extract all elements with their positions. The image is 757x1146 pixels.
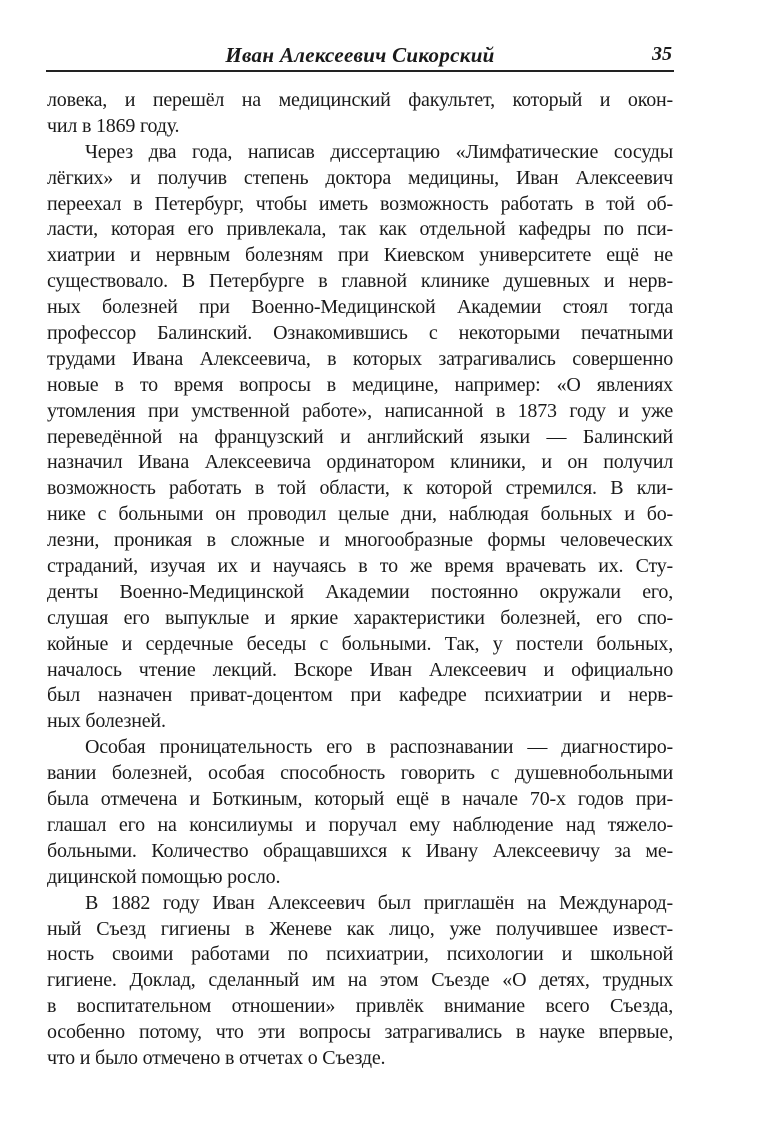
running-header [46, 40, 674, 72]
text-line: новые в то время вопросы в медицине, например: «О явлениях [47, 373, 673, 396]
text-line: возможность работать в той области, к которой стремился. В кли- [47, 477, 673, 500]
text-line: была отмечена и Боткиным, который ещё в начале 70-х годов при- [47, 788, 673, 811]
text-line: Особая проницательность его в распознавании — диагностиро- [85, 736, 673, 759]
text-line: лезни, проникая в сложные и многообразные формы человеческих [47, 529, 673, 552]
paragraph [47, 735, 673, 890]
text-line: вании болезней, особая способность говорить с душевнобольными [47, 762, 673, 785]
text-line: слушая его выпуклые и яркие характеристики болезней, его спо- [47, 606, 673, 629]
text-line: ных болезней. [47, 710, 166, 733]
text-line: нике с больными он проводил целые дни, наблюдая больных и бо- [47, 503, 673, 526]
text-line: ность своими работами по психиатрии, психологии и школьной [47, 943, 673, 966]
text-line: дицинской помощью росло. [47, 865, 281, 888]
running-title: Иван Алексеевич Сикорский [225, 43, 495, 67]
text-line: профессор Балинский. Ознакомившись с некоторыми печатными [47, 322, 673, 345]
paragraph [47, 891, 673, 1072]
text-line: ных болезней при Военно-Медицинской Академии стоял тогда [47, 296, 673, 319]
text-line: утомления при умственной работе», написанной в 1873 году и уже [47, 399, 673, 422]
text-line: ловека, и перешёл на медицинский факультет, который и окон- [47, 89, 673, 111]
text-line: койные и сердечные беседы с больными. Так, у постели больных, [47, 632, 673, 655]
text-line: гигиене. Доклад, сделанный им на этом Съезде «О детях, трудных [47, 969, 673, 992]
text-line: особенно потому, что эти вопросы затрагивались в науке впервые, [47, 1021, 673, 1044]
text-line: в воспитательном отношении» привлёк внимание всего Съезда, [47, 995, 673, 1018]
paragraph [47, 140, 673, 735]
text-line: был назначен приват-доцентом при кафедре психиатрии и нерв- [47, 684, 673, 707]
text-line: началось чтение лекций. Вскоре Иван Алексеевич и официально [47, 658, 673, 681]
text-line: переведённой на французский и английский языки — Балинский [47, 425, 673, 448]
text-line: В 1882 году Иван Алексеевич был приглашён на Международ- [85, 891, 673, 914]
text-line: трудами Ивана Алексеевича, в которых затрагивались совершенно [47, 347, 673, 370]
text-line: больными. Количество обращавшихся к Ивану Алексеевичу за ме- [47, 839, 673, 862]
text-line: страданий, изучая их и научаясь в то же время врачевать их. Сту- [47, 555, 673, 578]
page-body [47, 88, 673, 1072]
text-line: глашал его на консилиумы и поручал ему наблюдение над тяжело- [47, 813, 673, 836]
text-line: Через два года, написав диссертацию «Лимфатические сосуды [85, 140, 673, 163]
page-number: 35 [652, 43, 672, 65]
text-line: переехал в Петербург, чтобы иметь возможность работать в той об- [47, 192, 673, 215]
text-line: ласти, которая его привлекала, так как отдельной кафедры по пси- [47, 218, 673, 241]
text-line: что и было отмечено в отчетах о Съезде. [47, 1046, 386, 1069]
text-line: существовало. В Петербурге в главной клинике душевных и нерв- [47, 270, 673, 293]
paragraph [47, 88, 673, 140]
text-line: чил в 1869 году. [47, 114, 180, 137]
text-line: лёгких» и получив степень доктора медицины, Иван Алексеевич [47, 166, 673, 189]
text-line: денты Военно-Медицинской Академии постоянно окружали его, [47, 580, 673, 603]
text-line: хиатрии и нервным болезням при Киевском университете ещё не [47, 244, 673, 267]
text-line: ный Съезд гигиены в Женеве как лицо, уже получившее извест- [47, 917, 673, 940]
text-line: назначил Ивана Алексеевича ординатором клиники, и он получил [47, 451, 673, 474]
